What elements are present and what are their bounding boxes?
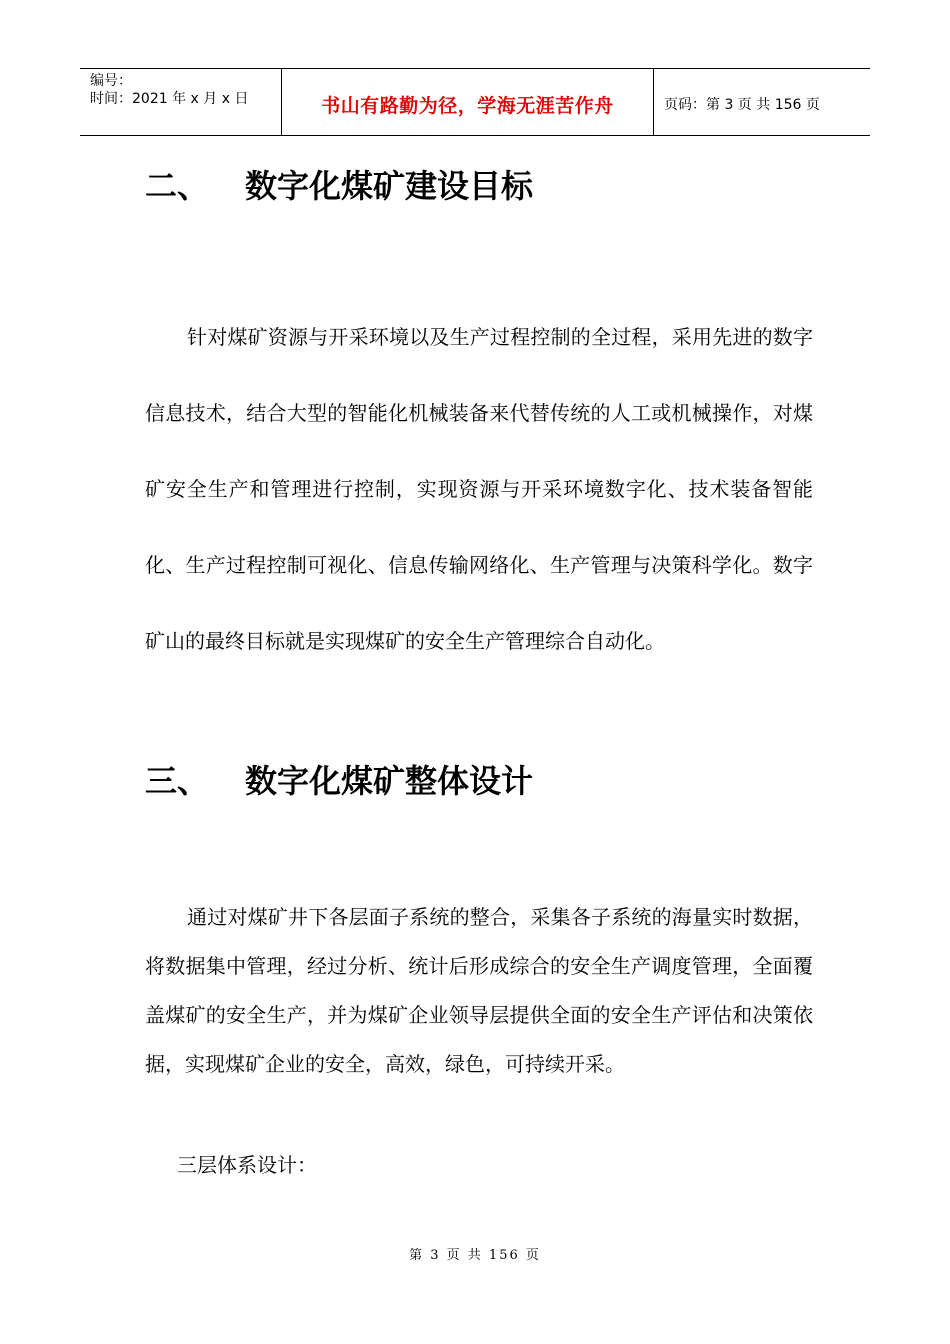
header-page-label: 页码：第 3 页 共 156 页 (664, 97, 820, 113)
subheading-three-tier-design: 三层体系设计： (177, 1153, 317, 1177)
section-heading-2 (145, 166, 533, 206)
header-motto: 书山有路勤为径，学海无涯苦作舟 (282, 69, 654, 135)
section-number: 三、 (145, 762, 210, 800)
page-header (80, 68, 870, 136)
section-2-body (145, 299, 813, 679)
section-3-body (145, 893, 813, 1089)
section-number: 二、 (145, 167, 210, 205)
header-time-label: 时间：2021 年 x 月 x 日 (90, 91, 249, 107)
header-number-label: 编号： (90, 73, 132, 89)
header-info-cell (80, 69, 282, 135)
section-title: 数字化煤矿建设目标 (245, 167, 534, 205)
page-footer: 第 3 页 共 156 页 (409, 1248, 541, 1263)
paragraph: 通过对煤矿井下各层面子系统的整合，采集各子系统的海量实时数据，将数据集中管理，经过分析、统计后形成综合的安全生产调度管理，全面覆盖煤矿的安全生产，并为煤矿企业领导层提供全面的安全生产评估和决策依据，实现煤矿企业的安全，高效，绿色，可持续开采。 (145, 905, 813, 1076)
section-heading-3 (145, 761, 533, 801)
section-title: 数字化煤矿整体设计 (245, 762, 534, 800)
paragraph: 针对煤矿资源与开采环境以及生产过程控制的全过程，采用先进的数字信息技术，结合大型的智能化机械装备来代替传统的人工或机械操作，对煤矿安全生产和管理进行控制，实现资源与开采环境数字化、技术装备智能化、生产过程控制可视化、信息传输网络化、生产管理与决策科学化。数字矿山的最终目标就是实现煤矿的安全生产管理综合自动化。 (145, 325, 813, 653)
